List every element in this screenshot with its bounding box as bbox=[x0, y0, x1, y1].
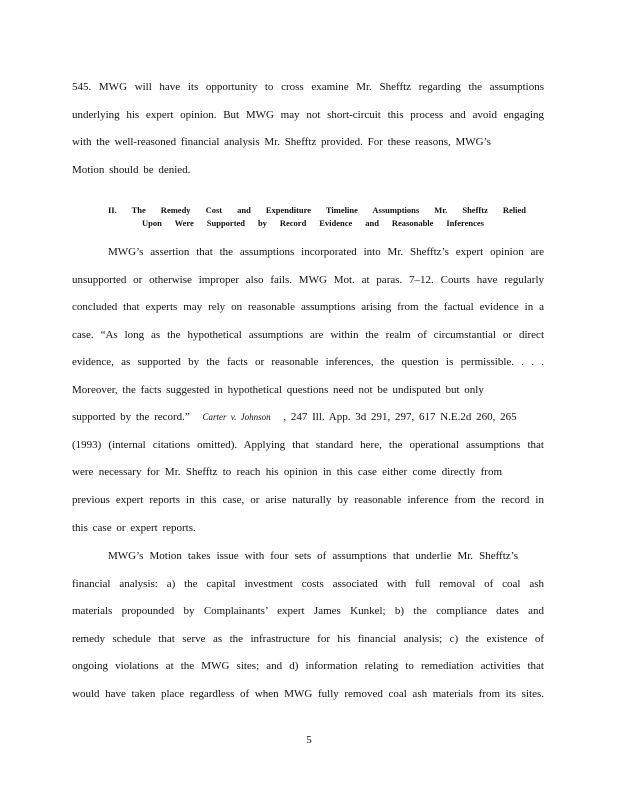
paragraph-line: were necessary for Mr. Shefftz to reach his opinion in this case either come directly from bbox=[72, 466, 502, 478]
case-name: Carter v. Johnson bbox=[202, 412, 271, 422]
paragraph-line: 545. MWG will have its opportunity to cross examine Mr. Shefftz regarding the assumptions bbox=[72, 81, 544, 93]
paragraph-line: previous expert reports in this case, or arise naturally by reasonable inference from the record in bbox=[72, 494, 544, 506]
paragraph-line: (1993) (internal citations omitted). Applying that standard here, the operational assumptions that bbox=[72, 439, 544, 451]
paragraph-line: would have taken place regardless of when MWG fully removed coal ash materials from its sites. bbox=[72, 688, 544, 700]
paragraph-line: Motion should be denied. bbox=[72, 164, 191, 176]
citation-reporter: , 247 Ill. App. 3d 291, 297, 617 N.E.2d 260, 265 bbox=[283, 411, 517, 423]
paragraph-line: remedy schedule that serve as the infrastructure for his financial analysis; c) the existence of bbox=[72, 633, 544, 645]
citation-line bbox=[72, 410, 532, 424]
paragraph-line: unsupported or otherwise improper also fails. MWG Mot. at paras. 7–12. Courts have regularly bbox=[72, 274, 544, 286]
paragraph-line: underlying his expert opinion. But MWG may not short-circuit this process and avoid engaging bbox=[72, 109, 544, 121]
paragraph-line: MWG’s assertion that the assumptions incorporated into Mr. Shefftz’s expert opinion are bbox=[108, 246, 544, 258]
section-heading-line-2: Upon Were Supported by Record Evidence and Reasonable Inferences bbox=[142, 218, 484, 228]
paragraph-line: this case or expert reports. bbox=[72, 522, 196, 534]
paragraph-line: Moreover, the facts suggested in hypothetical questions need not be undisputed but only bbox=[72, 384, 484, 396]
paragraph-line: materials propounded by Complainants’ expert James Kunkel; b) the compliance dates and bbox=[72, 605, 544, 617]
paragraph-line: concluded that experts may rely on reasonable assumptions arising from the factual evidence in a bbox=[72, 301, 544, 313]
paragraph-line: MWG’s Motion takes issue with four sets of assumptions that underlie Mr. Shefftz’s bbox=[108, 550, 518, 562]
paragraph-line: financial analysis: a) the capital investment costs associated with full removal of coal ash bbox=[72, 578, 544, 590]
citation-lead: supported by the record.” bbox=[72, 411, 190, 423]
paragraph-line: case. “As long as the hypothetical assumptions are within the realm of circumstantial or direct bbox=[72, 329, 544, 341]
section-heading-line-1: II. The Remedy Cost and Expenditure Timeline Assumptions Mr. Shefftz Relied bbox=[108, 205, 526, 215]
paragraph-line: ongoing violations at the MWG sites; and d) information relating to remediation activities that bbox=[72, 660, 544, 672]
page-number: 5 bbox=[306, 734, 312, 746]
paragraph-line: with the well-reasoned financial analysis Mr. Shefftz provided. For these reasons, MWG’s bbox=[72, 136, 491, 148]
paragraph-line: evidence, as supported by the facts or reasonable inferences, the question is permissible. . . . bbox=[72, 356, 544, 368]
